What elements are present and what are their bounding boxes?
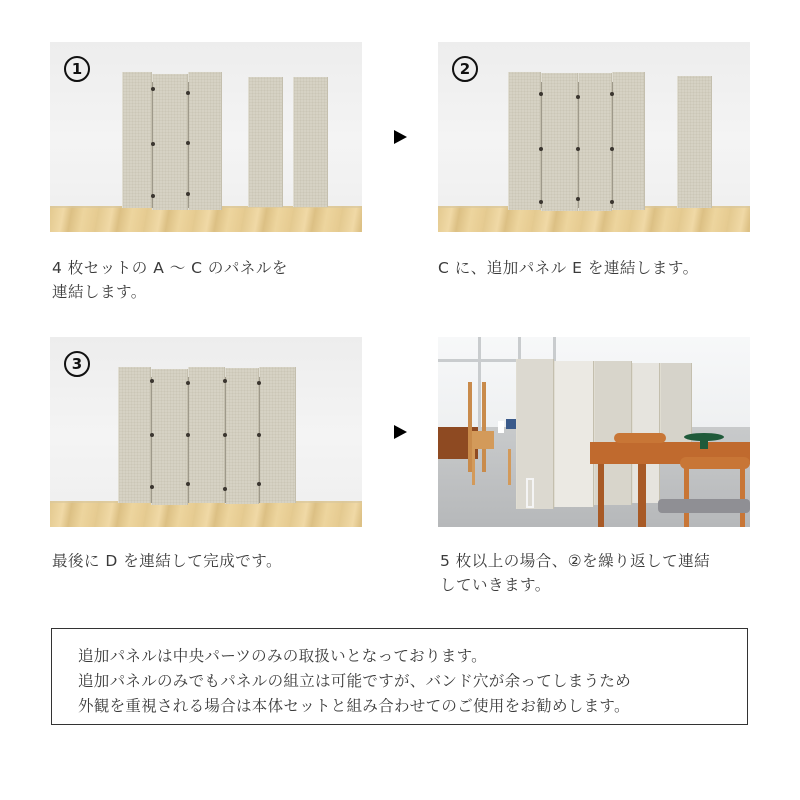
panel-e <box>578 73 612 211</box>
band-hole <box>186 141 190 145</box>
band-hole <box>539 92 543 96</box>
band-hole <box>186 91 190 95</box>
band-hole <box>257 433 261 437</box>
caption-line: 4 枚セットの A ～ C のパネルを <box>52 259 288 277</box>
caption-line: 最後に D を連結して完成です。 <box>52 552 283 570</box>
panel-d <box>259 367 296 503</box>
notice-box <box>51 628 748 725</box>
table-leg <box>598 464 604 527</box>
step-1-photo <box>50 42 362 232</box>
partition-panel <box>516 359 554 509</box>
caption-line: していきます。 <box>440 576 551 594</box>
chair-leg <box>508 449 511 485</box>
chair-back <box>614 433 666 443</box>
band-hole <box>610 147 614 151</box>
band-hole <box>223 487 227 491</box>
band-hole <box>539 147 543 151</box>
panel-c <box>188 72 222 210</box>
band-hole <box>151 87 155 91</box>
step-number-badge: 1 <box>64 56 90 82</box>
band-hole <box>186 433 190 437</box>
band-hole <box>576 95 580 99</box>
panel-a <box>122 72 152 208</box>
chair-leg <box>472 449 475 485</box>
caption-line: 連結します。 <box>52 283 147 301</box>
vase <box>498 421 504 433</box>
panel-a <box>118 367 151 503</box>
band-hole <box>610 92 614 96</box>
chair-leg <box>740 467 745 527</box>
band-hole <box>186 192 190 196</box>
seam <box>541 82 542 208</box>
panel-e <box>188 367 225 503</box>
notice-line: 外観を重視される場合は本体セットと組み合わせてのご使用をお勧めします。 <box>78 697 630 715</box>
next-arrow-icon <box>394 425 407 439</box>
band-hole <box>186 482 190 486</box>
panel-c <box>225 368 259 504</box>
green-bowl-stand <box>700 439 708 449</box>
panel-c <box>612 72 645 210</box>
band-hole <box>223 433 227 437</box>
band-hole <box>576 197 580 201</box>
band-hole <box>151 142 155 146</box>
chair-seat <box>658 499 750 513</box>
partition-panel <box>554 361 594 507</box>
panel-stand <box>526 478 534 508</box>
band-hole <box>610 200 614 204</box>
table-leg <box>638 464 646 527</box>
step-4-caption <box>440 549 710 597</box>
window-frame <box>478 337 481 429</box>
step-number-badge: 3 <box>64 351 90 377</box>
seam <box>188 82 189 208</box>
seam <box>578 82 579 208</box>
step-4-photo <box>438 337 750 527</box>
step-2-photo <box>438 42 750 232</box>
ladder-shelf <box>482 382 486 472</box>
band-hole <box>150 379 154 383</box>
band-hole <box>539 200 543 204</box>
next-arrow-icon <box>394 130 407 144</box>
step-3-photo <box>50 337 362 527</box>
band-hole <box>186 381 190 385</box>
chair-leg <box>684 467 689 527</box>
band-hole <box>151 194 155 198</box>
band-hole <box>150 485 154 489</box>
step-1-caption <box>52 256 288 304</box>
panel-b <box>152 74 188 210</box>
notice-line: 追加パネルは中央パーツのみの取扱いとなっております。 <box>78 647 487 665</box>
panel-e <box>293 77 328 207</box>
step-3-caption <box>52 549 282 573</box>
step-2-caption <box>438 256 699 280</box>
band-hole <box>150 433 154 437</box>
band-hole <box>223 379 227 383</box>
caption-line: 5 枚以上の場合、②を繰り返して連結 <box>440 552 711 570</box>
floor <box>50 501 362 527</box>
seam <box>225 377 226 503</box>
step-number-badge: 2 <box>452 56 478 82</box>
caption-line: C に、追加パネル E を連結します。 <box>438 259 699 277</box>
panel-a <box>508 72 541 210</box>
panel-b <box>541 73 578 211</box>
panel-d <box>677 76 712 208</box>
panel-d <box>248 77 283 207</box>
band-hole <box>257 482 261 486</box>
band-hole <box>576 147 580 151</box>
chair <box>472 431 494 449</box>
panel-b <box>151 369 188 505</box>
notice-line: 追加パネルのみでもパネルの組立は可能ですが、バンド穴が余ってしまうため <box>78 672 632 690</box>
seam <box>612 82 613 208</box>
band-hole <box>257 381 261 385</box>
